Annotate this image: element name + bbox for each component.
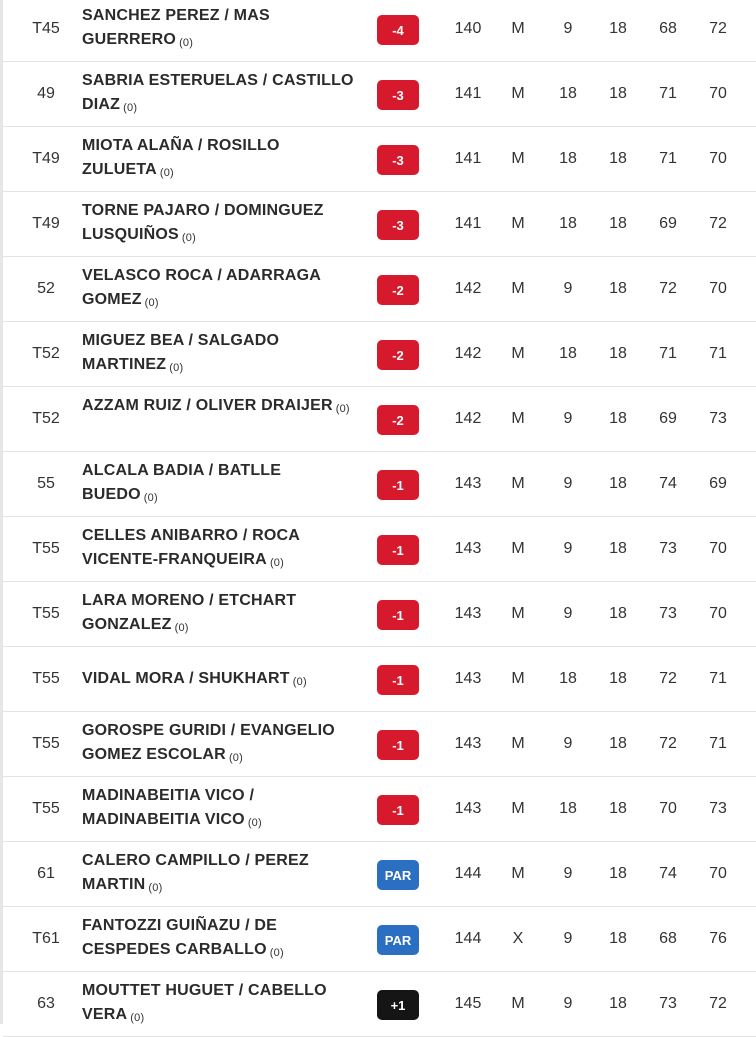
- holes-played: 9: [563, 20, 573, 37]
- category: M: [511, 150, 525, 167]
- team-name[interactable]: CELLES ANIBARRO / ROCA VICENTE-FRANQUEIRA: [82, 527, 300, 568]
- score-badge: +1: [377, 990, 419, 1020]
- holes-played: 18: [559, 800, 577, 817]
- round-1-score: 73: [659, 605, 677, 622]
- score-badge: -2: [377, 275, 419, 305]
- team-name-cell[interactable]: [82, 667, 357, 694]
- holes-total: 18: [609, 930, 627, 947]
- round-1-score: 68: [659, 20, 677, 37]
- holes-played: 9: [563, 280, 573, 297]
- category: M: [511, 280, 525, 297]
- score-badge: -3: [377, 145, 419, 175]
- team-count: (0): [144, 297, 159, 309]
- score-badge: -1: [377, 665, 419, 695]
- holes-played: 18: [559, 670, 577, 687]
- round-2-score: 76: [709, 930, 727, 947]
- team-name[interactable]: MIGUEZ BEA / SALGADO MARTINEZ: [82, 332, 280, 373]
- total-strokes: 142: [454, 345, 482, 362]
- holes-played: 9: [563, 540, 573, 557]
- team-count: (0): [269, 947, 284, 959]
- team-name[interactable]: FANTOZZI GUIÑAZU / DE CESPEDES CARBALLO: [82, 917, 278, 958]
- holes-total: 18: [609, 475, 627, 492]
- team-count: (0): [292, 676, 307, 688]
- category: M: [511, 800, 525, 817]
- table-row[interactable]: [3, 517, 756, 582]
- team-name[interactable]: MADINABEITIA VICO / MADINABEITIA VICO: [82, 787, 255, 828]
- table-row[interactable]: [3, 842, 756, 907]
- table-row[interactable]: [3, 387, 756, 452]
- round-1-score: 72: [659, 280, 677, 297]
- round-2-score: 71: [709, 735, 727, 752]
- round-1-score: 72: [659, 670, 677, 687]
- team-name[interactable]: CALERO CAMPILLO / PEREZ MARTIN: [82, 852, 309, 893]
- holes-played: 18: [559, 215, 577, 232]
- table-row[interactable]: [3, 62, 756, 127]
- total-strokes: 141: [454, 150, 482, 167]
- category: M: [511, 605, 525, 622]
- team-name-cell[interactable]: [82, 69, 357, 120]
- position: T55: [32, 670, 60, 687]
- score-badge: -1: [377, 795, 419, 825]
- table-row[interactable]: [3, 972, 756, 1037]
- holes-total: 18: [609, 345, 627, 362]
- round-2-score: 72: [709, 215, 727, 232]
- category: M: [511, 670, 525, 687]
- table-row[interactable]: [3, 192, 756, 257]
- round-1-score: 68: [659, 930, 677, 947]
- team-name[interactable]: MIOTA ALAÑA / ROSILLO ZULUETA: [82, 137, 280, 178]
- table-row[interactable]: [3, 322, 756, 387]
- team-name-cell[interactable]: [82, 589, 357, 640]
- score-badge: PAR: [377, 860, 419, 890]
- team-name-cell[interactable]: [82, 134, 357, 185]
- position: T61: [32, 930, 60, 947]
- team-count: (0): [179, 37, 194, 49]
- score-badge: -1: [377, 470, 419, 500]
- score-badge: -1: [377, 600, 419, 630]
- holes-played: 9: [563, 410, 573, 427]
- position: 61: [37, 865, 55, 882]
- team-name-cell[interactable]: [82, 849, 357, 900]
- score-badge: -3: [377, 80, 419, 110]
- team-count: (0): [228, 752, 243, 764]
- score-badge: PAR: [377, 925, 419, 955]
- table-row[interactable]: [3, 452, 756, 517]
- team-name-cell[interactable]: [82, 264, 357, 315]
- team-name-cell[interactable]: [82, 914, 357, 965]
- round-2-score: 71: [709, 345, 727, 362]
- team-count: (0): [130, 1012, 145, 1024]
- holes-total: 18: [609, 995, 627, 1012]
- round-1-score: 74: [659, 865, 677, 882]
- team-name[interactable]: LARA MORENO / ETCHART GONZALEZ: [82, 592, 297, 633]
- round-1-score: 74: [659, 475, 677, 492]
- holes-total: 18: [609, 670, 627, 687]
- team-name[interactable]: VELASCO ROCA / ADARRAGA GOMEZ: [82, 267, 321, 308]
- team-name[interactable]: SABRIA ESTERUELAS / CASTILLO DIAZ: [82, 72, 354, 113]
- team-count: (0): [335, 403, 350, 415]
- team-name[interactable]: AZZAM RUIZ / OLIVER DRAIJER: [82, 397, 333, 414]
- holes-total: 18: [609, 280, 627, 297]
- round-1-score: 70: [659, 800, 677, 817]
- round-1-score: 73: [659, 540, 677, 557]
- leaderboard-rows: [3, 0, 756, 1037]
- holes-total: 18: [609, 85, 627, 102]
- category: M: [511, 865, 525, 882]
- holes-played: 18: [559, 85, 577, 102]
- category: M: [511, 410, 525, 427]
- position: 52: [37, 280, 55, 297]
- team-name-cell[interactable]: [82, 719, 357, 770]
- team-name-cell[interactable]: [82, 784, 357, 835]
- score-badge: -1: [377, 730, 419, 760]
- position: T55: [32, 605, 60, 622]
- team-count: (0): [174, 622, 189, 634]
- holes-total: 18: [609, 800, 627, 817]
- holes-total: 18: [609, 150, 627, 167]
- holes-total: 18: [609, 410, 627, 427]
- team-name[interactable]: TORNE PAJARO / DOMINGUEZ LUSQUIÑOS: [82, 202, 324, 243]
- total-strokes: 143: [454, 735, 482, 752]
- holes-played: 18: [559, 345, 577, 362]
- score-badge: -1: [377, 535, 419, 565]
- category: M: [511, 475, 525, 492]
- round-1-score: 71: [659, 85, 677, 102]
- position: 49: [37, 85, 55, 102]
- category: M: [511, 735, 525, 752]
- total-strokes: 143: [454, 605, 482, 622]
- table-row[interactable]: [3, 0, 756, 62]
- team-count: (0): [159, 167, 174, 179]
- category: M: [511, 215, 525, 232]
- team-name[interactable]: MOUTTET HUGUET / CABELLO VERA: [82, 982, 327, 1023]
- category: M: [511, 995, 525, 1012]
- team-name-cell[interactable]: [82, 459, 357, 510]
- category: M: [511, 540, 525, 557]
- total-strokes: 142: [454, 410, 482, 427]
- total-strokes: 143: [454, 800, 482, 817]
- total-strokes: 142: [454, 280, 482, 297]
- table-row[interactable]: [3, 127, 756, 192]
- holes-played: 9: [563, 995, 573, 1012]
- score-badge: -2: [377, 340, 419, 370]
- round-2-score: 73: [709, 410, 727, 427]
- total-strokes: 141: [454, 85, 482, 102]
- position: T55: [32, 800, 60, 817]
- team-count: (0): [123, 102, 138, 114]
- total-strokes: 140: [454, 20, 482, 37]
- holes-total: 18: [609, 540, 627, 557]
- team-name[interactable]: GOROSPE GURIDI / EVANGELIO GOMEZ ESCOLAR: [82, 722, 335, 763]
- total-strokes: 143: [454, 475, 482, 492]
- position: T49: [32, 215, 60, 232]
- score-badge: -2: [377, 405, 419, 435]
- position: T55: [32, 540, 60, 557]
- total-strokes: 145: [454, 995, 482, 1012]
- round-2-score: 70: [709, 85, 727, 102]
- score-badge: -3: [377, 210, 419, 240]
- team-name-cell[interactable]: [82, 524, 357, 575]
- category: M: [511, 20, 525, 37]
- holes-played: 9: [563, 930, 573, 947]
- table-row[interactable]: [3, 907, 756, 972]
- holes-played: 9: [563, 605, 573, 622]
- holes-total: 18: [609, 20, 627, 37]
- holes-total: 18: [609, 735, 627, 752]
- round-1-score: 71: [659, 345, 677, 362]
- team-name-cell[interactable]: [82, 4, 357, 55]
- table-row[interactable]: [3, 712, 756, 777]
- position: T55: [32, 735, 60, 752]
- score-badge: -4: [377, 15, 419, 45]
- round-2-score: 70: [709, 865, 727, 882]
- total-strokes: 144: [454, 865, 482, 882]
- total-strokes: 141: [454, 215, 482, 232]
- team-count: (0): [181, 232, 196, 244]
- position: T49: [32, 150, 60, 167]
- position: 55: [37, 475, 55, 492]
- team-count: (0): [269, 557, 284, 569]
- team-name-cell[interactable]: [82, 199, 357, 250]
- round-2-score: 72: [709, 995, 727, 1012]
- round-2-score: 69: [709, 475, 727, 492]
- team-name-cell[interactable]: [82, 979, 357, 1030]
- team-name-cell[interactable]: [82, 394, 357, 421]
- team-count: (0): [143, 492, 158, 504]
- round-2-score: 73: [709, 800, 727, 817]
- holes-total: 18: [609, 215, 627, 232]
- total-strokes: 143: [454, 540, 482, 557]
- round-1-score: 69: [659, 410, 677, 427]
- team-count: (0): [148, 882, 163, 894]
- team-name[interactable]: ALCALA BADIA / BATLLE BUEDO: [82, 462, 282, 503]
- table-row[interactable]: [3, 647, 756, 712]
- total-strokes: 144: [454, 930, 482, 947]
- holes-total: 18: [609, 605, 627, 622]
- holes-played: 9: [563, 865, 573, 882]
- team-count: (0): [247, 817, 262, 829]
- total-strokes: 143: [454, 670, 482, 687]
- category: M: [511, 85, 525, 102]
- position: 63: [37, 995, 55, 1012]
- holes-total: 18: [609, 865, 627, 882]
- holes-played: 9: [563, 475, 573, 492]
- round-2-score: 70: [709, 150, 727, 167]
- round-1-score: 73: [659, 995, 677, 1012]
- category: X: [512, 930, 524, 947]
- table-row[interactable]: [3, 777, 756, 842]
- team-name[interactable]: SANCHEZ PEREZ / MAS GUERRERO: [82, 7, 270, 48]
- position: T52: [32, 410, 60, 427]
- position: T52: [32, 345, 60, 362]
- round-1-score: 71: [659, 150, 677, 167]
- category: M: [511, 345, 525, 362]
- position: T45: [32, 20, 60, 37]
- round-1-score: 72: [659, 735, 677, 752]
- holes-played: 18: [559, 150, 577, 167]
- round-2-score: 70: [709, 280, 727, 297]
- team-name[interactable]: VIDAL MORA / SHUKHART: [82, 670, 290, 687]
- team-name-cell[interactable]: [82, 329, 357, 380]
- round-2-score: 71: [709, 670, 727, 687]
- table-row[interactable]: [3, 257, 756, 322]
- team-count: (0): [169, 362, 184, 374]
- round-2-score: 70: [709, 605, 727, 622]
- holes-played: 9: [563, 735, 573, 752]
- table-row[interactable]: [3, 582, 756, 647]
- round-1-score: 69: [659, 215, 677, 232]
- round-2-score: 72: [709, 20, 727, 37]
- round-2-score: 70: [709, 540, 727, 557]
